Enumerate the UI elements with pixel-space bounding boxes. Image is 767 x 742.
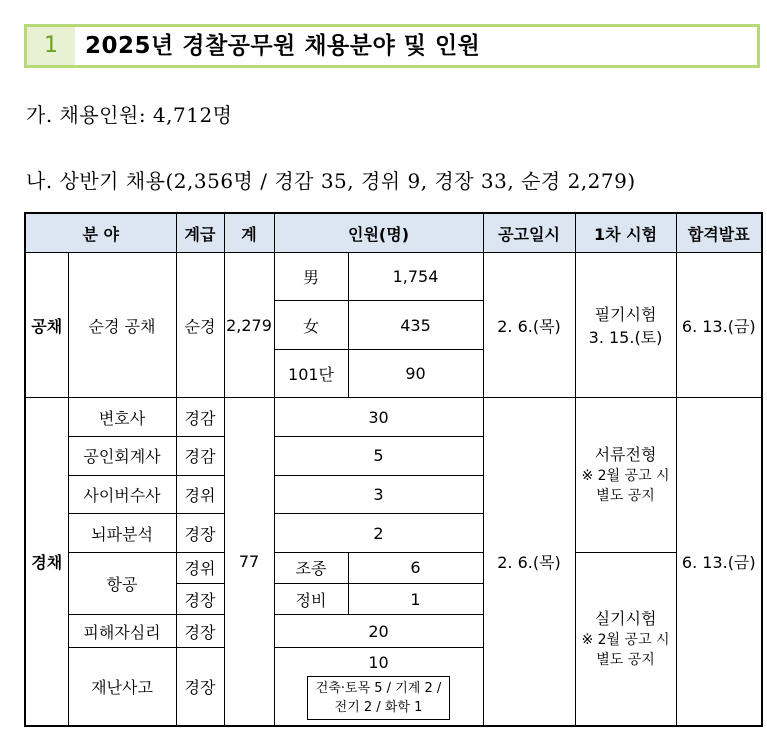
recruit-total-line: 가. 채용인원: 4,712명 xyxy=(26,103,233,127)
lawyer-rank: 경감 xyxy=(176,398,224,436)
open-notice: 2. 6.(목) xyxy=(483,253,575,398)
aviation-field: 항공 xyxy=(68,552,176,615)
disaster-note-1: 건축·토목 5 / 기계 2 / xyxy=(315,680,442,696)
lawyer-count: 30 xyxy=(274,398,483,436)
table-row xyxy=(25,398,762,436)
disaster-note xyxy=(307,676,450,720)
header-count: 인원(명) xyxy=(274,213,483,253)
exam-prac-note-1: ※ 2월 공고 시 xyxy=(581,631,670,648)
cpa-count: 5 xyxy=(274,436,483,475)
open-male-label: 男 xyxy=(274,253,348,301)
cyber-field: 사이버수사 xyxy=(68,476,176,514)
disaster-note-2: 전기 2 / 화학 1 xyxy=(334,699,423,715)
disaster-rank: 경장 xyxy=(176,647,224,726)
disaster-field: 재난사고 xyxy=(68,647,176,726)
open-female-label: 女 xyxy=(274,301,348,349)
aviation-pilot-rank: 경위 xyxy=(176,552,224,583)
disaster-count: 10 xyxy=(368,652,389,672)
open-rank: 순경 xyxy=(176,253,224,398)
special-notice: 2. 6.(목) xyxy=(483,398,575,726)
header-exam1: 1차 시험 xyxy=(575,213,676,253)
table-header-row xyxy=(25,213,762,253)
special-exam-practical xyxy=(575,552,676,726)
exam-doc-note-2: 별도 공지 xyxy=(596,488,655,505)
table-row xyxy=(25,552,762,583)
section-number: 1 xyxy=(27,27,75,65)
open-female-count: 435 xyxy=(348,301,483,349)
aviation-pilot-count: 6 xyxy=(348,552,483,583)
exam-doc-title: 서류전형 xyxy=(594,445,657,465)
header-notice: 공고일시 xyxy=(483,213,575,253)
cyber-count: 3 xyxy=(274,476,483,514)
aviation-pilot-label: 조종 xyxy=(274,552,348,583)
aviation-maint-count: 1 xyxy=(348,584,483,615)
lawyer-field: 변호사 xyxy=(68,398,176,436)
aviation-maint-label: 정비 xyxy=(274,584,348,615)
open-male-count: 1,754 xyxy=(348,253,483,301)
table-row xyxy=(25,253,762,301)
exam-prac-title: 실기시험 xyxy=(594,608,657,628)
open-total: 2,279 xyxy=(224,253,274,398)
section-banner xyxy=(24,24,760,68)
header-total: 계 xyxy=(224,213,274,253)
cyber-rank: 경위 xyxy=(176,476,224,514)
brain-field: 뇌파분석 xyxy=(68,514,176,552)
open-exam1 xyxy=(575,253,676,398)
aviation-maint-rank: 경장 xyxy=(176,584,224,615)
open-exam1-date: 3. 15.(토) xyxy=(588,328,663,348)
category-open: 공채 xyxy=(25,253,68,398)
open-101-label: 101단 xyxy=(274,349,348,397)
exam-doc-note-1: ※ 2월 공고 시 xyxy=(581,468,670,485)
disaster-count-cell xyxy=(274,647,483,726)
recruit-table xyxy=(24,212,763,727)
exam-prac-note-2: 별도 공지 xyxy=(596,651,655,668)
brain-rank: 경장 xyxy=(176,514,224,552)
special-total: 77 xyxy=(224,398,274,726)
section-title: 2025년 경찰공무원 채용분야 및 인원 xyxy=(85,33,481,59)
cpa-rank: 경감 xyxy=(176,436,224,475)
brain-count: 2 xyxy=(274,514,483,552)
header-field: 분 야 xyxy=(25,213,176,253)
open-exam1-type: 필기시험 xyxy=(594,305,657,325)
cpa-field: 공인회계사 xyxy=(68,436,176,475)
special-exam-doc xyxy=(575,398,676,552)
category-special: 경채 xyxy=(25,398,68,726)
header-rank: 계급 xyxy=(176,213,224,253)
victim-field: 피해자심리 xyxy=(68,615,176,647)
victim-rank: 경장 xyxy=(176,615,224,647)
header-result: 합격발표 xyxy=(676,213,762,253)
open-result: 6. 13.(금) xyxy=(676,253,762,398)
open-101-count: 90 xyxy=(348,349,483,397)
open-field: 순경 공채 xyxy=(68,253,176,398)
first-half-line: 나. 상반기 채용(2,356명 / 경감 35, 경위 9, 경장 33, 순경 2,279) xyxy=(26,169,636,193)
special-result: 6. 13.(금) xyxy=(676,398,762,726)
victim-count: 20 xyxy=(274,615,483,647)
